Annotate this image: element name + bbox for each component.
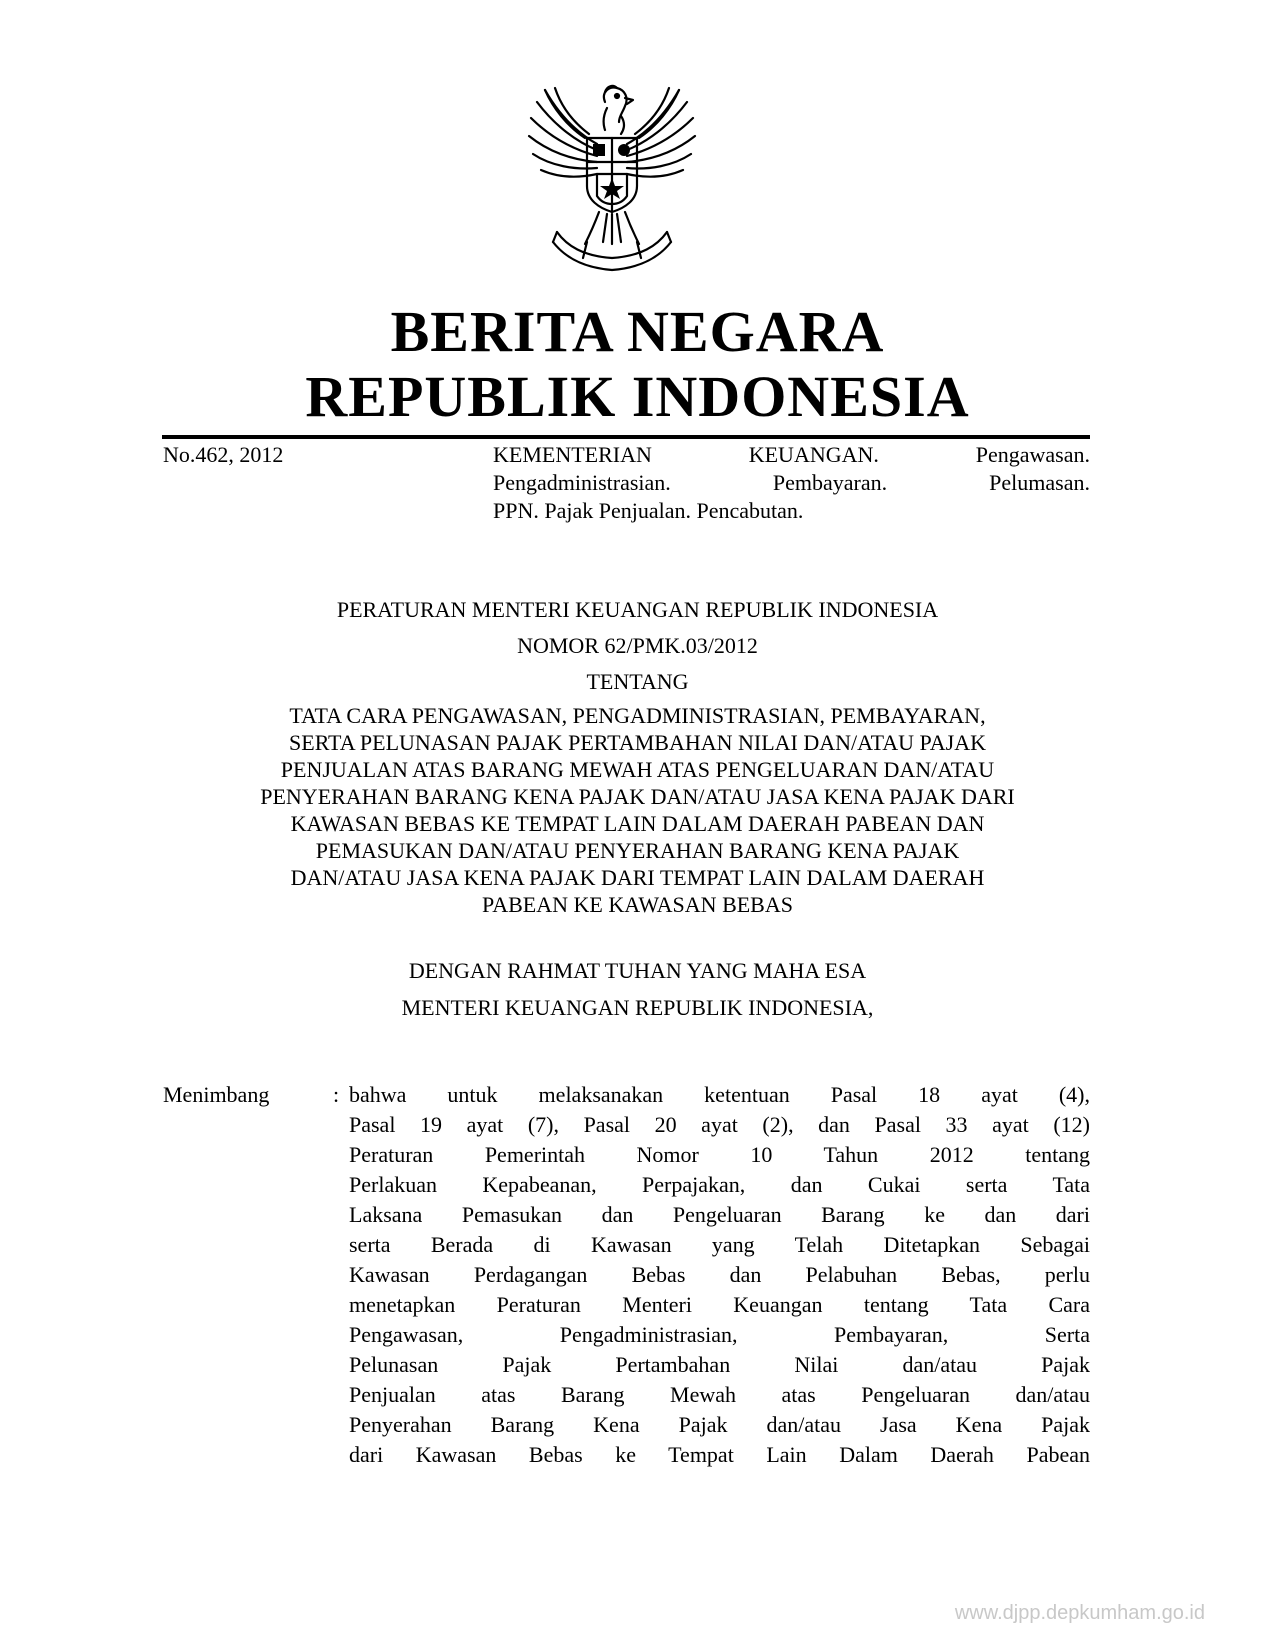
edition-subject-line: KEMENTERIAN KEUANGAN. Pengawasan.: [493, 442, 1090, 467]
considering-line: Pasal 19 ayat (7), Pasal 20 ayat (2), dan Pasal 33 ayat (12): [349, 1112, 1090, 1137]
considering-line: Kawasan Perdagangan Bebas dan Pelabuhan Bebas, perlu: [349, 1262, 1090, 1287]
regulation-title-line: DAN/ATAU JASA KENA PAJAK DARI TEMPAT LAIN DALAM DAERAH: [290, 865, 985, 890]
regulation-about: TENTANG: [586, 669, 689, 694]
masthead-line-1: BERITA NEGARA: [390, 299, 885, 364]
regulation-title-line: KAWASAN BEBAS KE TEMPAT LAIN DALAM DAERAH PABEAN DAN: [290, 811, 985, 836]
considering-line: Penjualan atas Barang Mewah atas Pengeluaran dan/atau: [349, 1382, 1090, 1407]
considering-line: Pengawasan, Pengadministrasian, Pembayaran, Serta: [349, 1322, 1090, 1347]
considering-line: Perlakuan Kepabeanan, Perpajakan, dan Cukai serta Tata: [349, 1172, 1090, 1197]
considering-line: Penyerahan Barang Kena Pajak dan/atau Jasa Kena Pajak: [349, 1412, 1090, 1437]
masthead-line-2: REPUBLIK INDONESIA: [305, 364, 970, 429]
regulation-title: [150, 702, 1125, 918]
watermark-url: www.djpp.depkumham.go.id: [954, 1602, 1205, 1624]
regulation-title-line: PABEAN KE KAWASAN BEBAS: [482, 892, 793, 917]
edition-subject-line: Pengadministrasian. Pembayaran. Pelumasan.: [493, 470, 1090, 495]
considering-line: Pelunasan Pajak Pertambahan Nilai dan/atau Pajak: [349, 1352, 1090, 1377]
regulation-title-line: PEMASUKAN DAN/ATAU PENYERAHAN BARANG KENA PAJAK: [315, 838, 960, 863]
regulation-title-line: SERTA PELUNASAN PAJAK PERTAMBAHAN NILAI DAN/ATAU PAJAK: [289, 730, 986, 755]
considering-line: menetapkan Peraturan Menteri Keuangan tentang Tata Cara: [349, 1292, 1090, 1317]
regulation-name: PERATURAN MENTERI KEUANGAN REPUBLIK INDONESIA: [336, 597, 939, 622]
garuda-pancasila-emblem-icon: [527, 82, 697, 272]
edition-subject-line: PPN. Pajak Penjualan. Pencabutan.: [493, 498, 804, 523]
considering-label: Menimbang: [163, 1082, 270, 1107]
garuda-emblem-svg: [527, 82, 697, 272]
edition-subject: [493, 441, 1090, 525]
considering-text: [349, 1080, 1090, 1470]
considering-line: serta Berada di Kawasan yang Telah Ditetapkan Sebagai: [349, 1232, 1090, 1257]
considering-line: Laksana Pemasukan dan Pengeluaran Barang ke dan dari: [349, 1202, 1090, 1227]
minister-heading: MENTERI KEUANGAN REPUBLIK INDONESIA,: [401, 995, 874, 1020]
regulation-title-line: PENJUALAN ATAS BARANG MEWAH ATAS PENGELUARAN DAN/ATAU: [280, 757, 995, 782]
regulation-number: NOMOR 62/PMK.03/2012: [517, 633, 758, 658]
regulation-title-line: PENYERAHAN BARANG KENA PAJAK DAN/ATAU JASA KENA PAJAK DARI: [260, 784, 1015, 809]
considering-line: bahwa untuk melaksanakan ketentuan Pasal 18 ayat (4),: [349, 1082, 1090, 1107]
edition-number: No.462, 2012: [163, 442, 284, 467]
masthead-rule: [162, 435, 1090, 439]
considering-line: dari Kawasan Bebas ke Tempat Lain Dalam Daerah Pabean: [349, 1442, 1090, 1467]
considering-line: Peraturan Pemerintah Nomor 10 Tahun 2012 tentang: [349, 1142, 1090, 1167]
regulation-title-line: TATA CARA PENGAWASAN, PENGADMINISTRASIAN, PEMBAYARAN,: [289, 703, 986, 728]
invocation: DENGAN RAHMAT TUHAN YANG MAHA ESA: [408, 958, 867, 983]
considering-colon: :: [333, 1082, 340, 1107]
